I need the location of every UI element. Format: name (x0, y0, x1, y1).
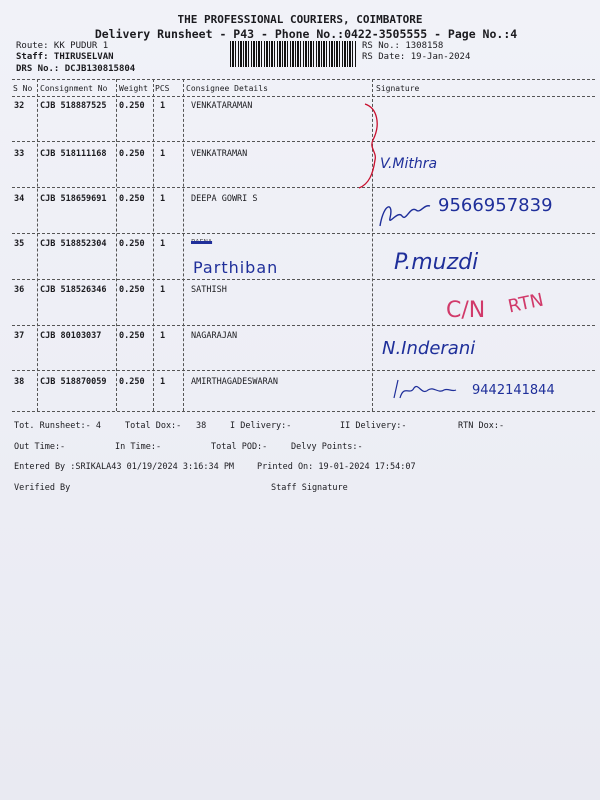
handwritten-signature-scribble (376, 196, 436, 234)
handwritten-signature: N.Inderani (382, 338, 476, 359)
row-weight: 0.250 (119, 149, 145, 159)
table-top-rule (12, 79, 595, 80)
row-weight: 0.250 (119, 285, 145, 295)
handwritten-name: Parthiban (193, 258, 279, 277)
row-consignment: CJB 518526346 (40, 285, 107, 295)
total-runsheet: Tot. Runsheet:- 4 (14, 421, 101, 431)
row-pcs: 1 (160, 331, 166, 341)
row-consignment: CJB 518870059 (40, 377, 107, 387)
col-rule (183, 79, 184, 411)
row-sno: 32 (14, 101, 25, 111)
row-consignee: DEEPA GOWRI S (191, 194, 258, 204)
runsheet-subtitle: Delivery Runsheet - P43 - Phone No.:0422-3505555 - Page No.:4 (94, 27, 518, 41)
row-pcs: 1 (160, 239, 166, 249)
handwritten-signature: P.muzdi (394, 250, 479, 275)
in-time: In Time:- (115, 442, 162, 452)
handwritten-signature: V.Mithra (380, 156, 438, 172)
table-bottom-rule (12, 411, 595, 412)
total-dox-label: Total Dox:- (125, 421, 182, 431)
row-weight: 0.250 (119, 331, 145, 341)
col-header-sno: S No (13, 84, 33, 93)
col-header-pcs: PCS (155, 84, 170, 93)
row-rule (12, 279, 595, 280)
row-rule (12, 187, 595, 188)
row-consignee: AMIRTHAGADESWARAN (191, 377, 278, 387)
row-consignee: SATHISH (191, 285, 227, 295)
row-sno: 37 (14, 331, 25, 341)
row-consignment: CJB 518111168 (40, 149, 107, 159)
printed-on: Printed On: 19-01-2024 17:54:07 (257, 462, 416, 472)
row-consignee-struck: PAENA (191, 238, 213, 246)
row-pcs: 1 (160, 194, 166, 204)
rs-date: RS Date: 19-Jan-2024 (362, 52, 471, 62)
staff-text: Staff: THIRUSELVAN (16, 52, 114, 62)
row-sno: 33 (14, 149, 25, 159)
i-delivery: I Delivery:- (230, 421, 292, 431)
row-weight: 0.250 (119, 194, 145, 204)
row-weight: 0.250 (119, 377, 145, 387)
row-rule (12, 325, 595, 326)
col-rule (116, 79, 117, 411)
staff-signature: Staff Signature (271, 483, 348, 493)
rtn-dox: RTN Dox:- (458, 421, 505, 431)
total-dox-value: 38 (196, 421, 207, 431)
ii-delivery: II Delivery:- (340, 421, 407, 431)
row-consignment: CJB 518887525 (40, 101, 107, 111)
row-rule (12, 370, 595, 371)
row-sno: 35 (14, 239, 25, 249)
handwritten-phone: 9566957839 (438, 195, 553, 216)
col-header-weight: Weight (119, 84, 148, 93)
row-sno: 38 (14, 377, 25, 387)
col-rule (153, 79, 154, 411)
row-consignee: NAGARAJAN (191, 331, 238, 341)
handwritten-phone: 9442141844 (472, 383, 555, 398)
company-title: THE PROFESSIONAL COURIERS, COIMBATORE (177, 13, 423, 26)
route-text: Route: KK PUDUR 1 (16, 41, 109, 51)
total-pod: Total POD:- (211, 442, 268, 452)
row-consignee: VENKATRAMAN (191, 149, 248, 159)
table-header-rule (12, 96, 595, 97)
delivery-points: Delvy Points:- (291, 442, 363, 452)
row-rule (12, 233, 595, 234)
out-time: Out Time:- (14, 442, 66, 452)
row-weight: 0.250 (119, 239, 145, 249)
row-consignment: CJB 518659691 (40, 194, 107, 204)
barcode (230, 41, 356, 67)
col-rule (37, 79, 38, 411)
row-pcs: 1 (160, 101, 166, 111)
col-header-signature: Signature (376, 84, 420, 93)
rs-number: RS No.: 1308158 (362, 41, 444, 51)
handwritten-mark-cn: C/N (446, 298, 486, 323)
row-consignee: VENKATARAMAN (191, 101, 253, 111)
row-sno: 34 (14, 194, 25, 204)
verified-by: Verified By (14, 483, 71, 493)
drs-number: DRS No.: DCJB130815804 (16, 64, 136, 74)
col-header-consignee: Consignee Details (186, 84, 268, 93)
row-pcs: 1 (160, 149, 166, 159)
handwritten-mark-rtn: RTN (506, 289, 546, 318)
row-rule (12, 141, 595, 142)
row-weight: 0.250 (119, 101, 145, 111)
row-pcs: 1 (160, 285, 166, 295)
col-header-consignment: Consignment No (40, 84, 108, 93)
red-brace-mark (355, 100, 395, 192)
row-sno: 36 (14, 285, 25, 295)
handwritten-signature-scribble (390, 378, 460, 404)
row-consignment: CJB 518852304 (40, 239, 107, 249)
row-pcs: 1 (160, 377, 166, 387)
row-consignment: CJB 80103037 (40, 331, 102, 341)
entered-by: Entered By :SRIKALA43 01/19/2024 3:16:34 PM (14, 462, 235, 472)
